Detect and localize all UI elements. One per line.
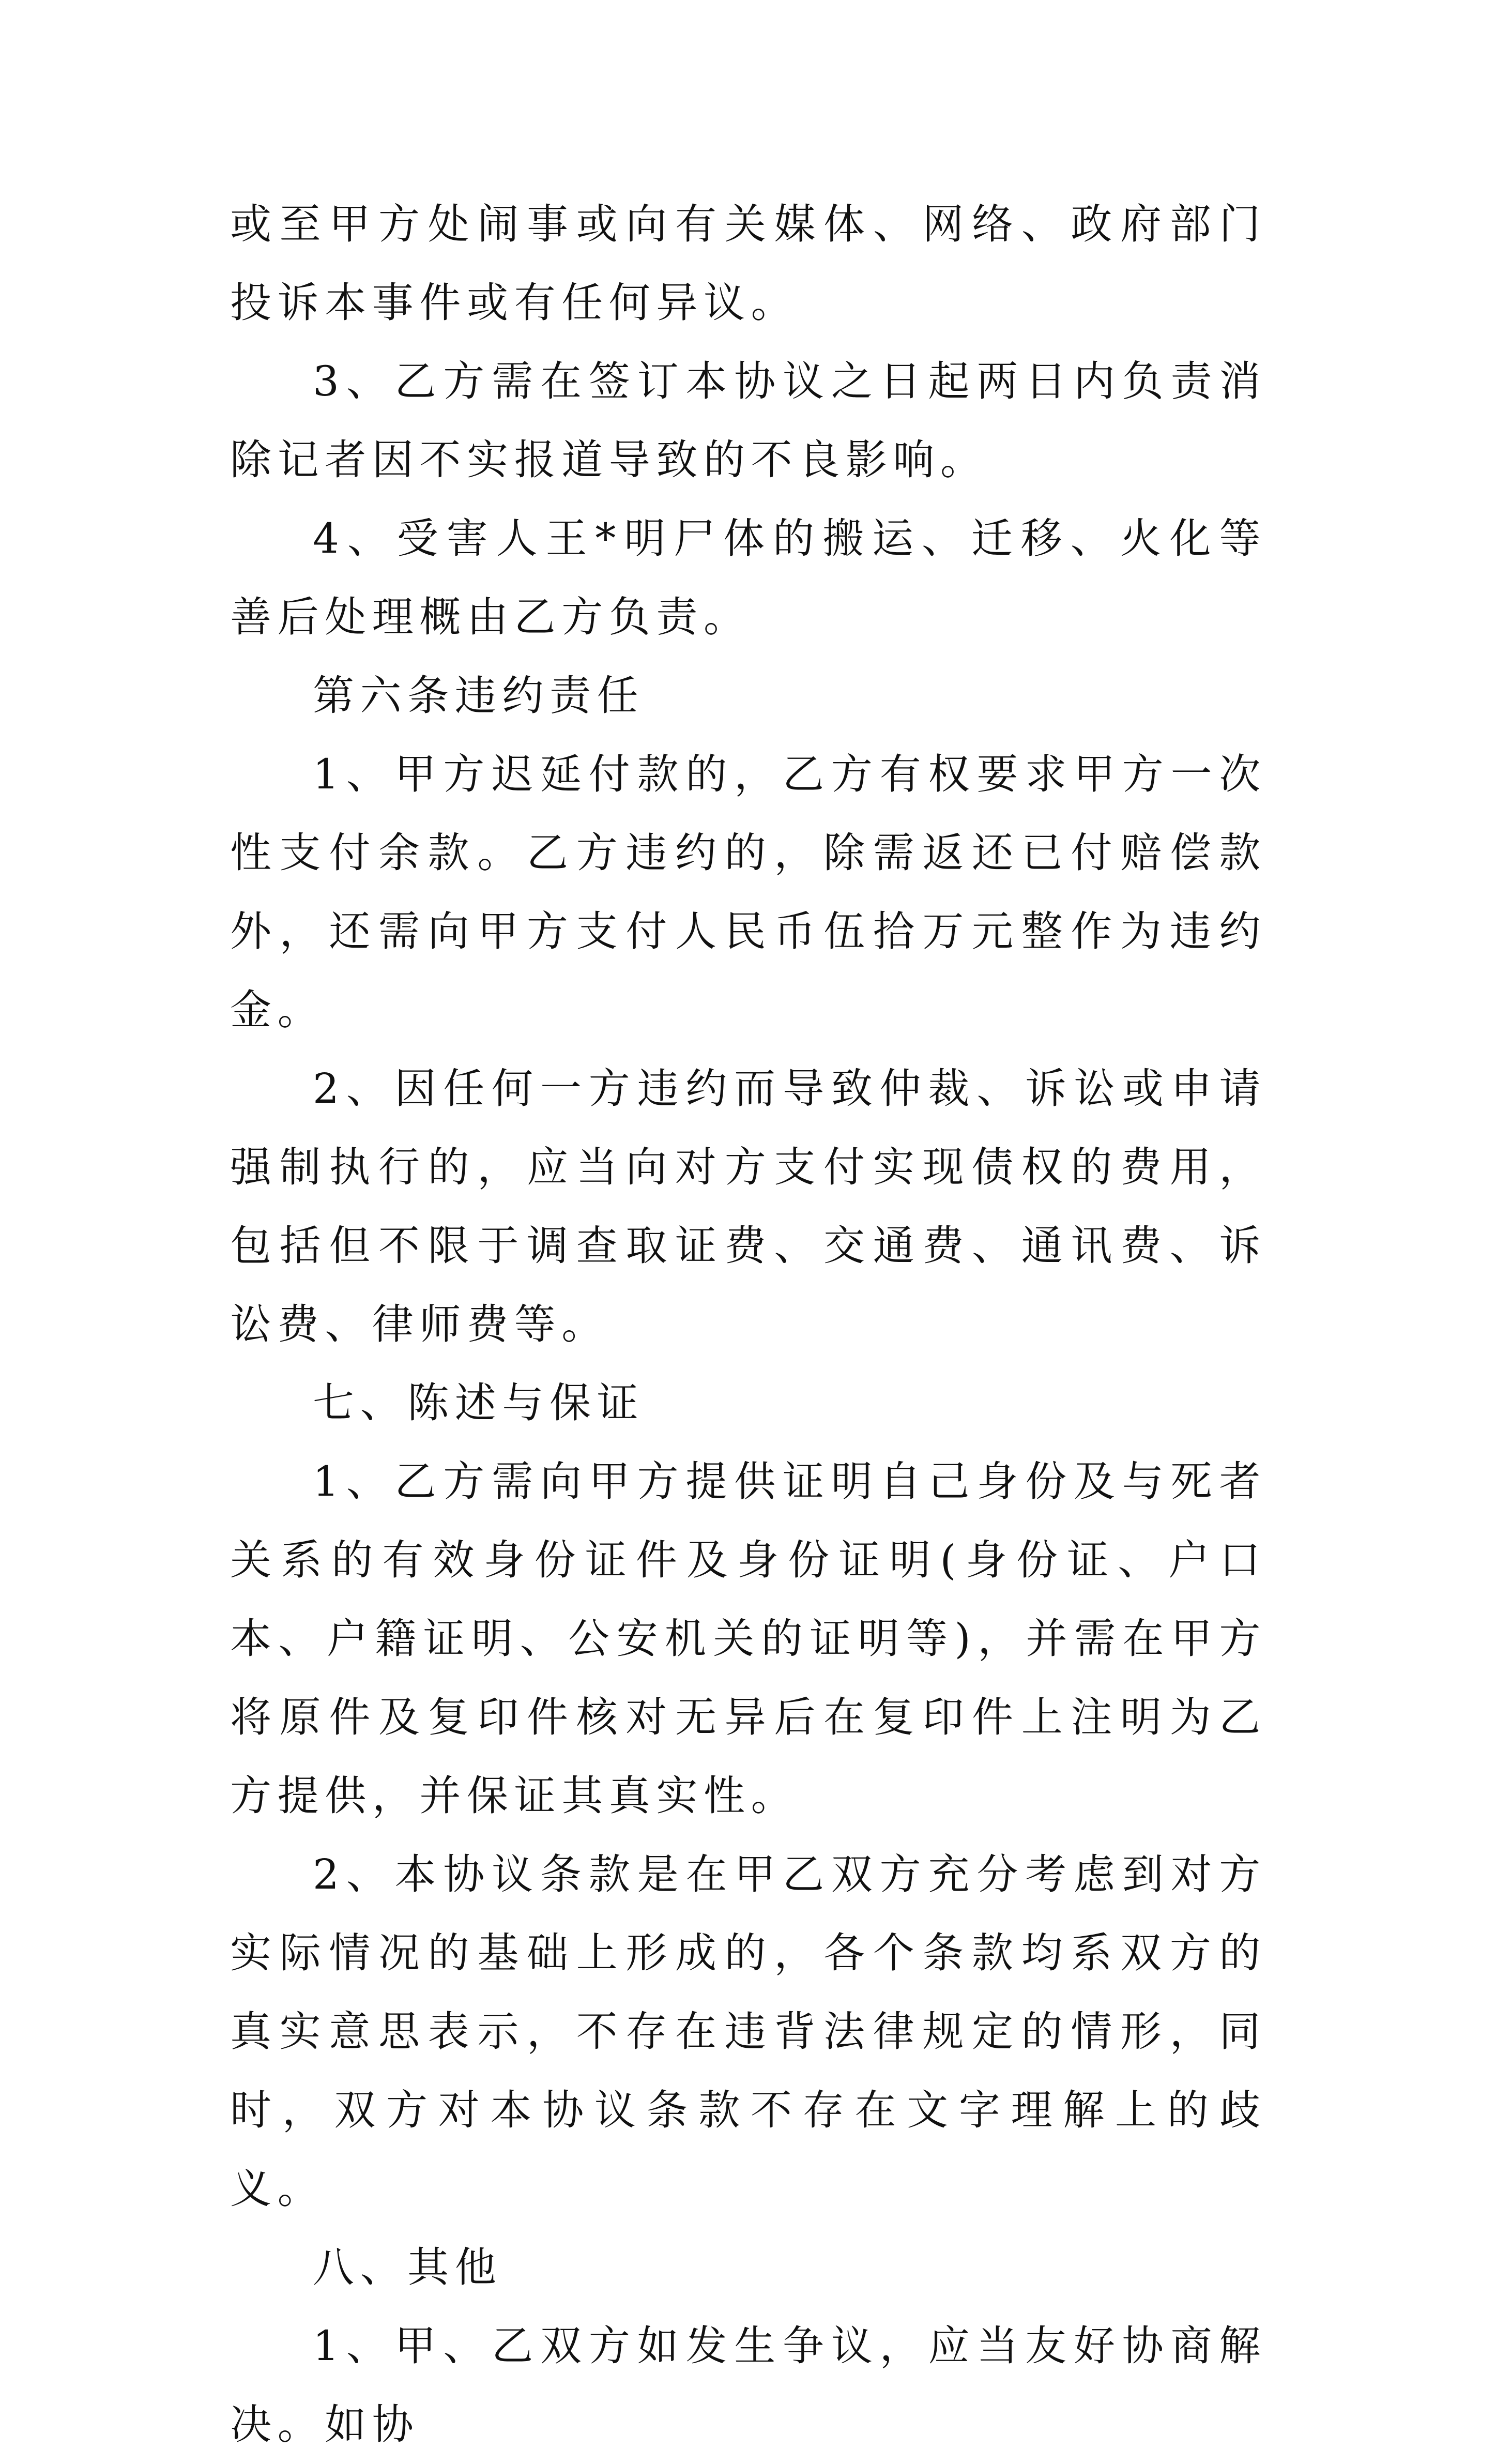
section-heading-8: 八、其他 (313, 2243, 502, 2291)
section-heading-7: 七、陈述与保证 (313, 1379, 645, 1427)
paragraph-clause-7-1: 1、乙方需向甲方提供证明自己身份及与死者关系的有效身份证件及身份证明(身份证、户口本、户籍证明、公安机关的证明等)，并需在甲方将原件及复印件核对无异后在复印件上注明为乙方提供，并保证其真实性。 (230, 1457, 1266, 1820)
paragraph-continuation: 或至甲方处闹事或向有关媒体、网络、政府部门投诉本事件或有任何异议。 (230, 200, 1266, 327)
paragraph-clause-5-3: 3、乙方需在签订本协议之日起两日内负责消除记者因不实报道导致的不良影响。 (230, 357, 1266, 484)
paragraph-clause-6-1: 1、甲方迟延付款的，乙方有权要求甲方一次性支付余款。乙方违约的，除需返还已付赔偿款外，还需向甲方支付人民币伍拾万元整作为违约金。 (230, 750, 1266, 1034)
paragraph-clause-7-2: 2、本协议条款是在甲乙双方充分考虑到对方实际情况的基础上形成的，各个条款均系双方的真实意思表示，不存在违背法律规定的情形，同时，双方对本协议条款不存在文字理解上的歧义。 (230, 1850, 1266, 2213)
section-heading-article-6: 第六条违约责任 (313, 672, 645, 720)
paragraph-clause-8-1: 1、甲、乙双方如发生争议，应当友好协商解决。如协 (230, 2322, 1266, 2448)
paragraph-clause-5-4: 4、受害人王*明尸体的搬运、迁移、火化等善后处理概由乙方负责。 (230, 514, 1266, 641)
paragraph-clause-6-2: 2、因任何一方违约而导致仲裁、诉讼或申请强制执行的，应当向对方支付实现债权的费用，包括但不限于调查取证费、交通费、通讯费、诉讼费、律师费等。 (230, 1064, 1266, 1348)
document-body (230, 185, 1266, 2464)
